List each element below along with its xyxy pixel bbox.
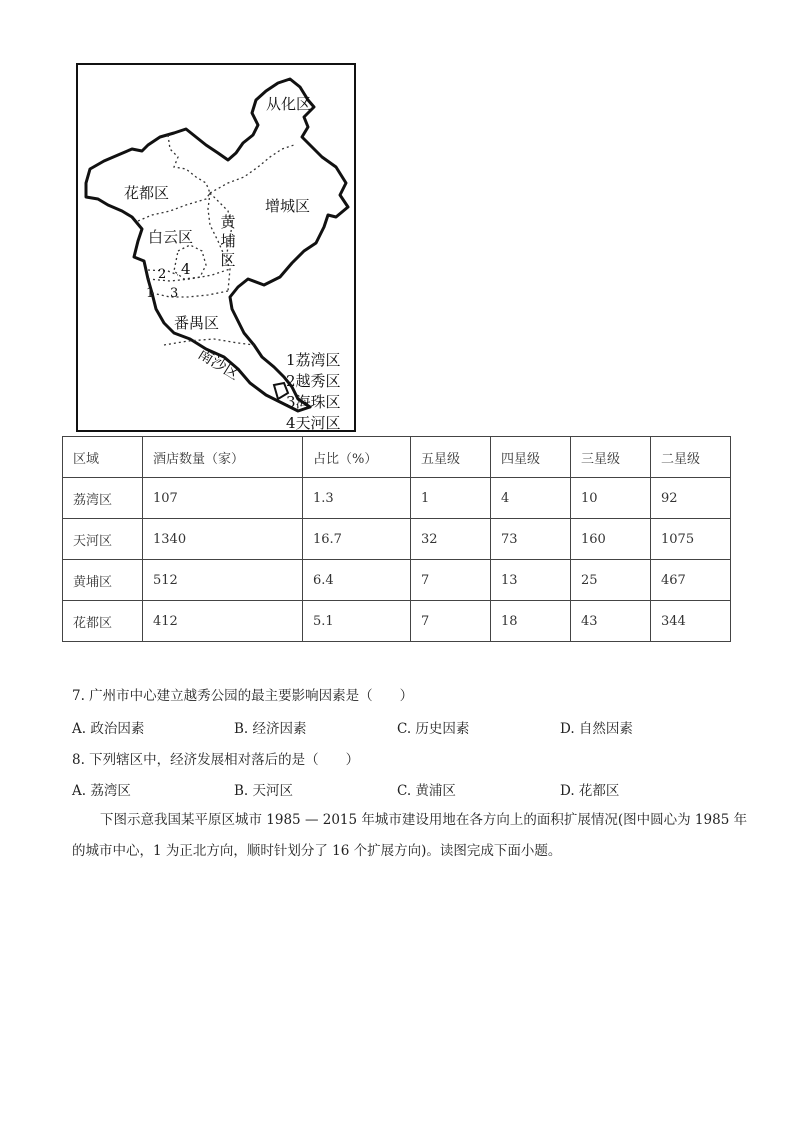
map-legend [286, 350, 341, 434]
legend-item: 2越秀区 [286, 372, 341, 390]
label-num-1: 1 [146, 286, 155, 301]
label-num-4: 4 [181, 260, 191, 278]
label-huangpu: 黄埔区 [220, 213, 236, 269]
table-cell: 412 [143, 601, 303, 642]
table-cell: 160 [571, 519, 651, 560]
table-cell: 1 [411, 478, 491, 519]
intro-paragraph: 下图示意我国某平原区城市 1985 — 2015 年城市建设用地在各方向上的面积扩展情况(图中圆心为 1985 年的城市中心，1 为正北方向，顺时针划分了 16 个扩展方向)。读图完成下面小题。 [72, 812, 748, 859]
table-header-row [63, 437, 731, 478]
header-cell: 二星级 [651, 437, 731, 478]
table-cell: 荔湾区 [63, 478, 143, 519]
label-panyu: 番禺区 [174, 314, 220, 332]
table-row [63, 560, 731, 601]
header-cell: 区域 [63, 437, 143, 478]
table-cell: 344 [651, 601, 731, 642]
q8-option-a: A. 荔湾区 [72, 783, 131, 799]
table-cell: 107 [143, 478, 303, 519]
table-row [63, 601, 731, 642]
q8-option-c: C. 黄浦区 [397, 783, 456, 799]
hotel-table [62, 436, 731, 642]
q7-option-d: D. 自然因素 [560, 721, 633, 737]
header-cell: 占比（%） [303, 437, 411, 478]
table-cell: 92 [651, 478, 731, 519]
table-cell: 天河区 [63, 519, 143, 560]
label-baiyun: 白云区 [148, 228, 194, 246]
table-cell: 1340 [143, 519, 303, 560]
header-cell: 酒店数量（家） [143, 437, 303, 478]
label-conghua: 从化区 [266, 95, 312, 113]
table-cell: 7 [411, 601, 491, 642]
table-cell: 10 [571, 478, 651, 519]
table-cell: 467 [651, 560, 731, 601]
header-cell: 四星级 [491, 437, 571, 478]
label-zengcheng: 增城区 [265, 197, 311, 215]
legend-item: 4天河区 [286, 414, 341, 432]
table-cell: 43 [571, 601, 651, 642]
table-cell: 花都区 [63, 601, 143, 642]
legend-item: 1荔湾区 [286, 351, 341, 369]
label-num-2: 2 [158, 267, 167, 282]
table-cell: 6.4 [303, 560, 411, 601]
table-cell: 5.1 [303, 601, 411, 642]
table-cell: 16.7 [303, 519, 411, 560]
header-cell: 三星级 [571, 437, 651, 478]
table-cell: 32 [411, 519, 491, 560]
table-cell: 黄埔区 [63, 560, 143, 601]
table-cell: 25 [571, 560, 651, 601]
legend-item: 3海珠区 [286, 393, 341, 411]
question-8: 8. 下列辖区中，经济发展相对落后的是（ ） [72, 752, 360, 768]
table-cell: 7 [411, 560, 491, 601]
table-row [63, 519, 731, 560]
table-cell: 1.3 [303, 478, 411, 519]
label-num-3: 3 [170, 286, 179, 301]
q8-option-d: D. 花都区 [560, 783, 620, 799]
q8-option-b: B. 天河区 [234, 783, 294, 799]
header-cell: 五星级 [411, 437, 491, 478]
table-cell: 1075 [651, 519, 731, 560]
q7-option-b: B. 经济因素 [234, 721, 307, 737]
table-cell: 4 [491, 478, 571, 519]
label-huadu: 花都区 [124, 184, 170, 202]
table-cell: 18 [491, 601, 571, 642]
q7-option-a: A. 政治因素 [72, 721, 145, 737]
table-cell: 73 [491, 519, 571, 560]
label-nansha: 南沙区 [194, 344, 243, 384]
guangzhou-district-map [76, 63, 356, 432]
table-cell: 13 [491, 560, 571, 601]
table-row [63, 478, 731, 519]
q7-option-c: C. 历史因素 [397, 721, 470, 737]
table-cell: 512 [143, 560, 303, 601]
question-7: 7. 广州市中心建立越秀公园的最主要影响因素是（ ） [72, 688, 414, 704]
